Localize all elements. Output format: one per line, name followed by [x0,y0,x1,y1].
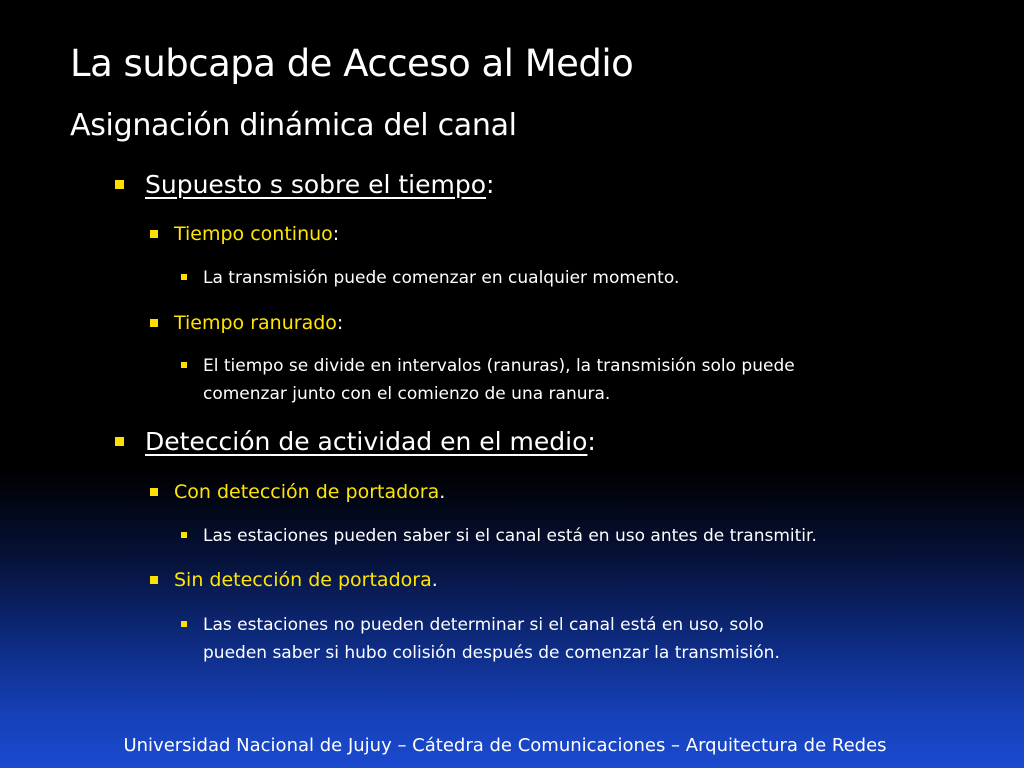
bullet-without-carrier-detail [203,611,780,667]
time-assumptions-heading: Supuesto s sobre el tiempo [145,170,487,199]
label-colon: : [336,312,344,334]
slide-footer: Universidad Nacional de Jujuy – Cátedra de Comunicaciones – Arquitectura de Redes [123,735,887,756]
square-bullet-icon [150,488,158,496]
slotted-time-detail-line1: El tiempo se divide en intervalos (ranuras), la transmisión solo puede [203,356,795,376]
square-bullet-icon [150,230,158,238]
square-bullet-icon [181,532,187,538]
continuous-time-label: Tiempo continuo [174,223,333,245]
label-period: . [439,481,446,503]
slotted-time-detail-line2: comenzar junto con el comienzo de una ranura. [203,384,611,404]
with-carrier-detail: Las estaciones pueden saber si el canal está en uso antes de transmitir. [203,526,817,546]
square-bullet-icon [181,621,187,627]
without-carrier-detail-line2: pueden saber si hubo colisión después de comenzar la transmisión. [203,643,780,663]
continuous-time-detail: La transmisión puede comenzar en cualquier momento. [203,268,680,288]
without-carrier-label: Sin detección de portadora [174,569,432,591]
with-carrier-label: Con detección de portadora [174,481,440,503]
bullet-with-carrier-detail [203,522,817,550]
bullet-time-assumptions [145,169,494,201]
square-bullet-icon [150,576,158,584]
bullet-with-carrier [174,478,445,506]
heading-colon: : [587,427,596,456]
slotted-time-label: Tiempo ranurado [174,312,337,334]
square-bullet-icon [150,319,158,327]
square-bullet-icon [181,274,187,280]
activity-detection-heading: Detección de actividad en el medio [145,427,588,456]
bullet-slotted-detail [203,352,795,408]
label-period: . [431,569,438,591]
bullet-slotted-time [174,309,343,337]
square-bullet-icon [181,362,187,368]
without-carrier-detail-line1: Las estaciones no pueden determinar si el canal está en uso, solo [203,615,764,635]
bullet-continuous-time [174,220,339,248]
bullet-continuous-detail [203,264,679,292]
bullet-without-carrier [174,566,438,594]
slide-subtitle: Asignación dinámica del canal [70,108,517,143]
slide-title: La subcapa de Acceso al Medio [70,42,634,85]
heading-colon: : [486,170,495,199]
bullet-activity-detection [145,426,596,458]
label-colon: : [332,223,340,245]
square-bullet-icon [115,437,124,446]
square-bullet-icon [115,180,124,189]
